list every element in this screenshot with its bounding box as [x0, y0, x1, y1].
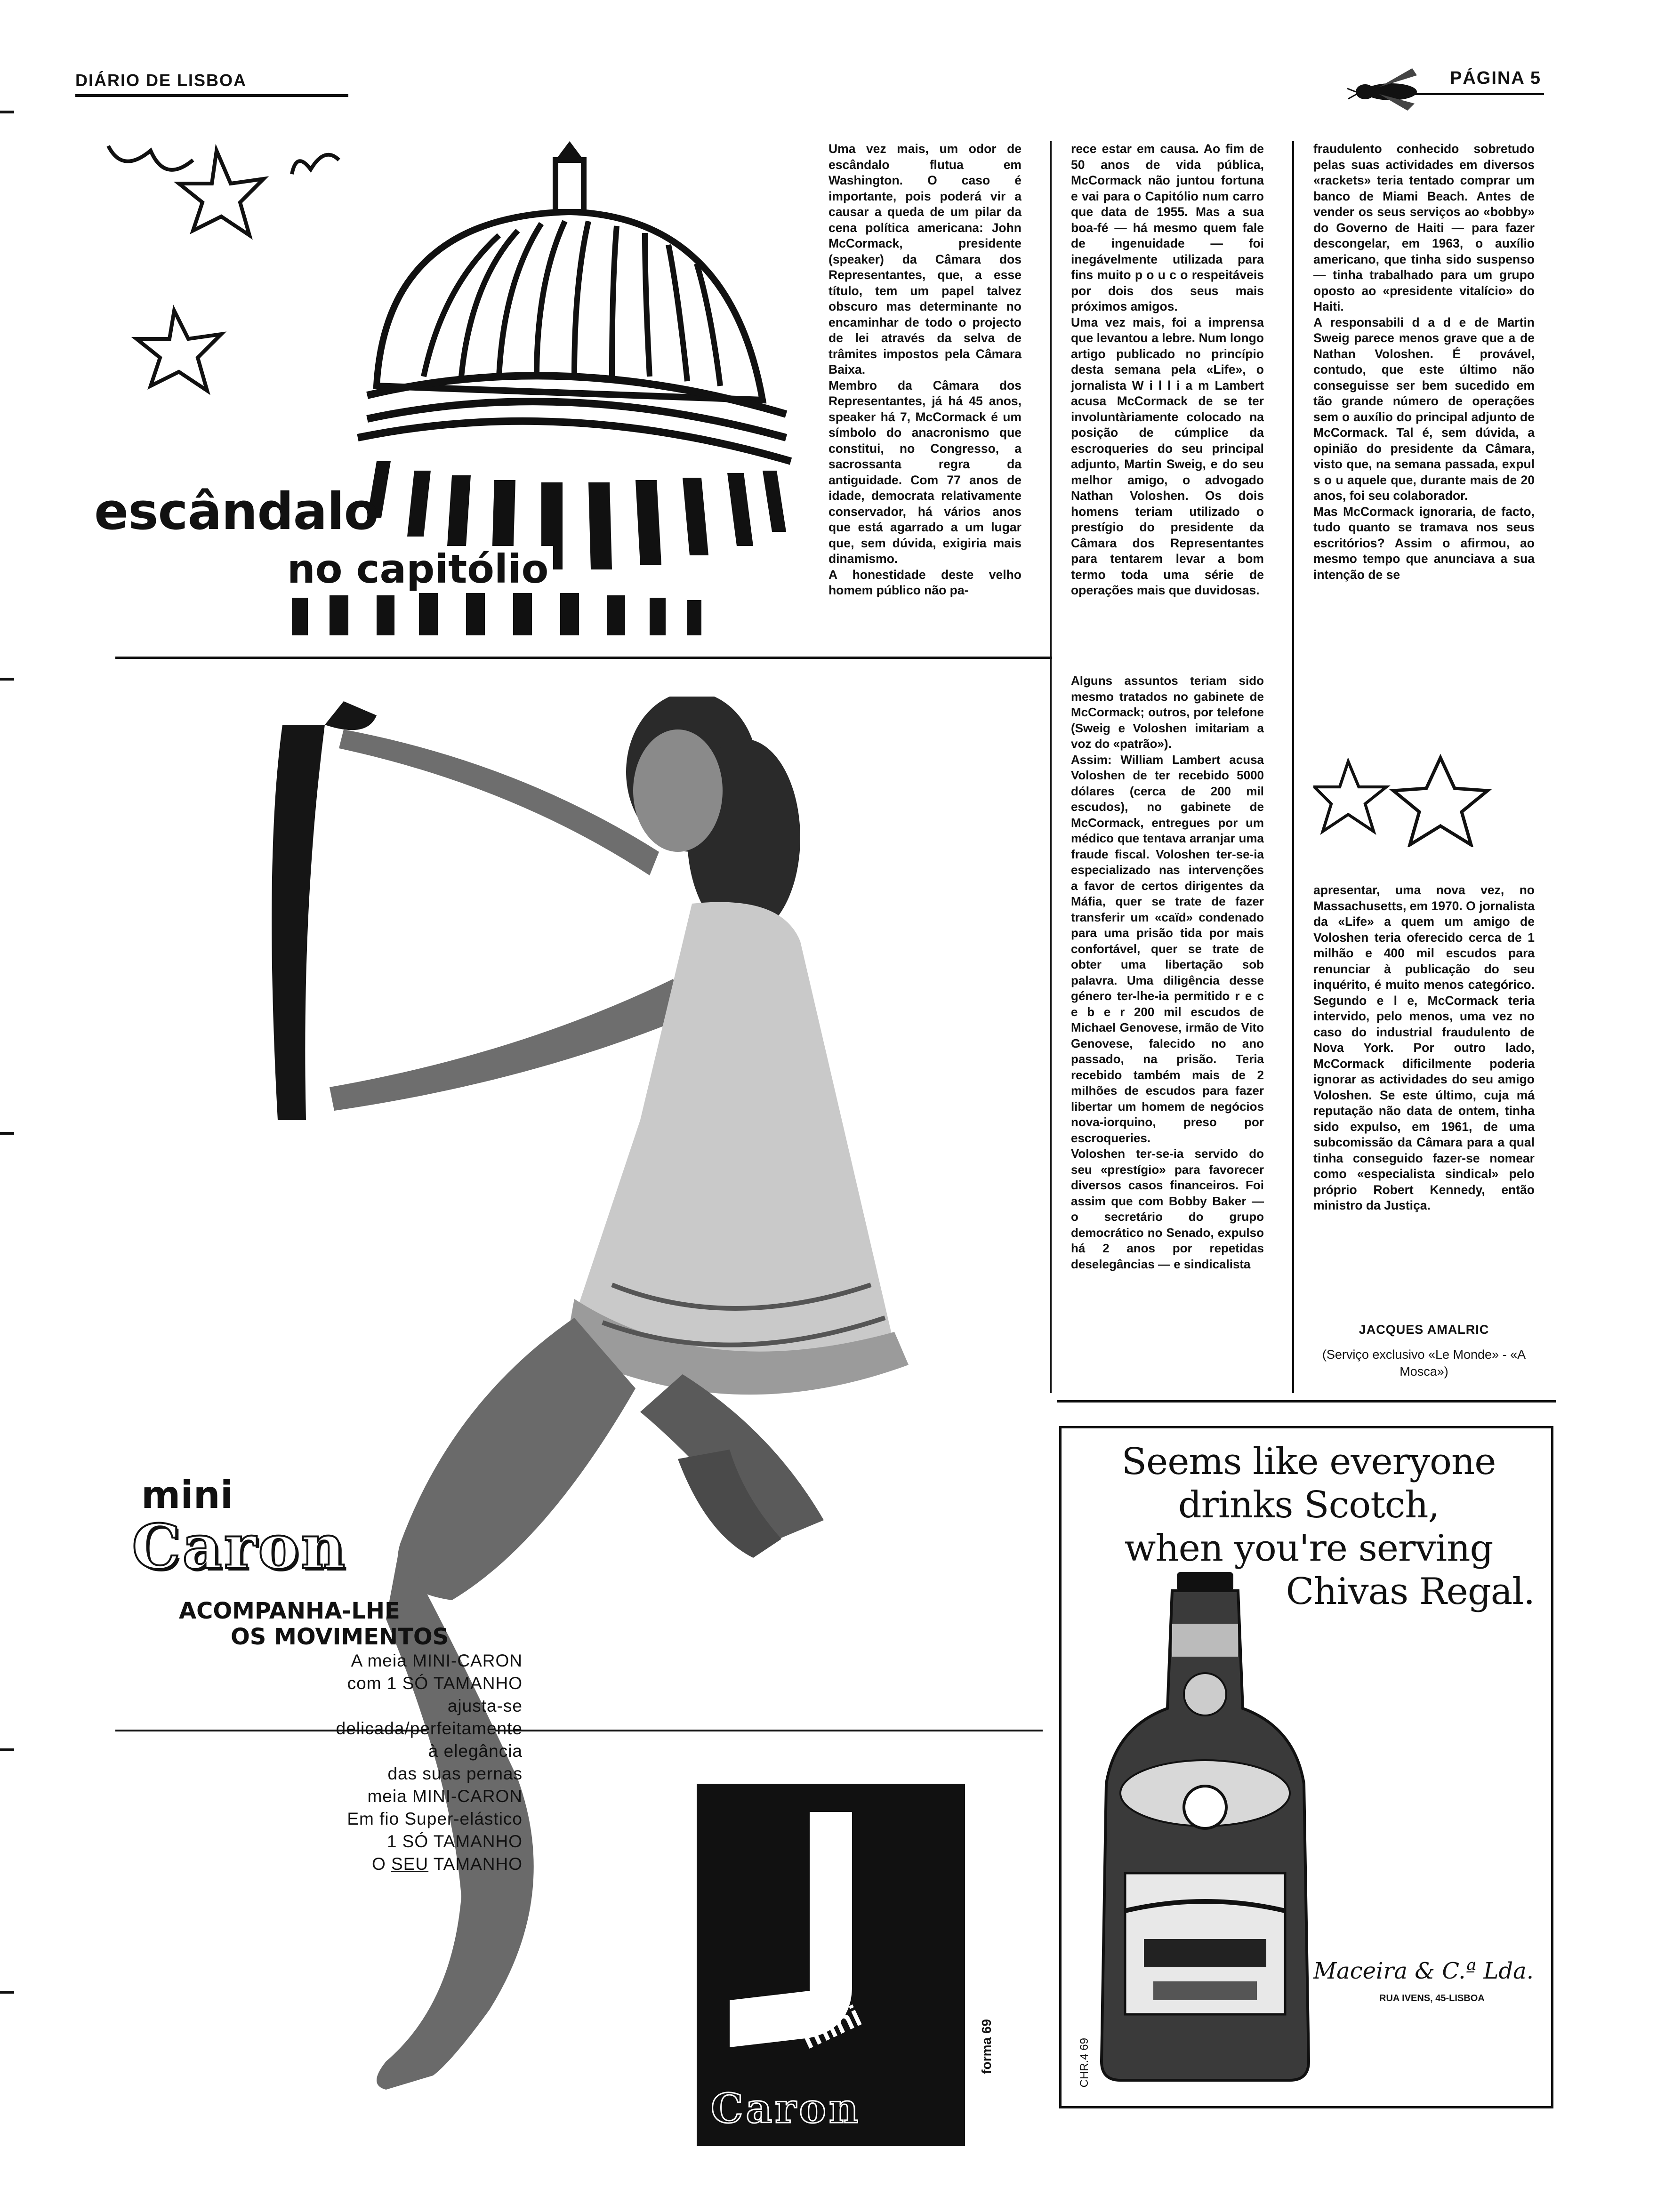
newspaper-name: DIÁRIO DE LISBOA — [75, 71, 247, 90]
fly-icon — [1346, 66, 1426, 113]
caron-brand-mini: mini — [141, 1473, 233, 1517]
margin-marker — [0, 678, 14, 681]
page-number: PÁGINA 5 — [1450, 68, 1542, 88]
header-rule — [75, 94, 348, 97]
article-bottom-rule — [115, 657, 1052, 659]
margin-marker — [0, 1132, 14, 1135]
agency-credit: forma 69 — [979, 2019, 994, 2074]
header-rule-right — [1393, 93, 1544, 95]
headline-line2: no capitólio — [282, 546, 553, 592]
package-label: TAMANHO ÚNICO — [831, 1812, 849, 1961]
margin-marker — [0, 1991, 14, 1994]
article-column-2: rece estar em causa. Ao fim de 50 anos de vida pública, McCormack não juntou fortuna e vai para o Capitólio num carro que data de 1955. Mas a sua boa-fé — há mesmo quem fale de ingenuidade — foi inegávelmente utilizada para fins muito p o u c o respeitáveis por dois dos seus mais próximos amigos. Uma vez mais, foi a imprensa que levantou a lebre. Num longo artigo publicado no princípio desta semana pela «Life», o jornalista W i l l i a m Lambert acusa McCormack de se ter involuntàriamente colocado na posição de cúmplice da escroqueries do seu principal adjunto, Martin Sweig, e do seu melhor amigo, o advogado Nathan Voloshen. Os dois homens teriam utilizado o prestígio do presidente da Câmara dos Representantes para tentarem levar a bom termo toda uma série de operações mais que duvidosas. — [1071, 142, 1264, 597]
chivas-headline-line: drinks Scotch, — [1178, 1484, 1440, 1526]
chivas-ad-code: CHR.4 69 — [1078, 2038, 1091, 2088]
article-column-3b: apresentar, uma nova vez, no Massachusetts, em 1970. O jornalista da «Life» a quem um amigo de Voloshen teria oferecido cerca de 1 milhão e 400 mil escudos para renunciar à publicação do seu inquérito, é muito menos categórico. Segundo e l e, McCormack teria intervido, pelo menos, uma vez no caso do industrial fraudulento de Nova York. Por outro lado, McCormack dificilmente poderia ignorar as actividades do seu amigo Voloshen. Se este último, cuja má reputação não data de ontem, tinha sido expulso, em 1961, de uma subcomissão da Câmara para a qual tinha conseguido fazer-se nomear como «especialista sindical» pelo próprio Robert Kennedy, então ministro da Justiça. — [1313, 883, 1535, 1212]
article-column-3: fraudulento conhecido sobretudo pelas suas actividades em diversos «rackets» teria tentado comprar um banco de Miami Beach. Antes de vender os seus serviços ao «bobby» do Governo de Haiti — para fazer descongelar, em 1963, o auxílio americano, que tinha sido suspenso — tinha trabalhado para um grupo oposto ao «presidente vitalício» do Haiti. A responsabili d a d e de Martin Sweig parece menos grave que a de Nathan Voloshen. É provável, contudo, que este último não conseguisse ser bem sucedido em tão grande número de operações sem o auxílio do principal adjunto de McCormack. Tal é, sem dúvida, a opinião do presidente da Câmara, visto que, na semana passada, expul s o u aquele que, durante mais de 20 anos, foi seu colaborador. Mas McCormack ignoraria, de facto, tudo quanto se tramava nos seus escritórios? Assim o afirmou, ao mesmo tempo que anunciava a sua intenção de se — [1313, 142, 1535, 582]
caron-copy-line: delicada/perfeitamente — [336, 1719, 523, 1738]
stars-doodle — [1313, 753, 1502, 847]
caron-copy-line: ajusta-se — [447, 1696, 523, 1715]
caron-tagline-2: OS MOVIMENTOS — [231, 1624, 449, 1650]
package-brand: Caron — [711, 2085, 861, 2132]
article-column-2b: Alguns assuntos teriam sido mesmo tratados no gabinete de McCormack; outros, por telefone (Sweig e Voloshen imitariam a voz do «patrão»). Assim: William Lambert acusa Voloshen de ter recebido 5000 dólares (cerca de 200 mil escudos), no gabinete de McCormack, entregues por um médico que tentava arranjar uma fraude fiscal. Voloshen ter-se-ia especializado nas intervenções a favor de certos dirigentes da Máfia, quer se trate de fazer transferir um «caïd» condenado para uma prisão tida por mais confortável, quer se trate de obter uma libertação sob palavra. Uma diligência desse género ter-lhe-ia permitido r e c e b e r 200 mil escudos de Michael Genovese, irmão de Vito Genovese, falecido no ano passado, na prisão. Teria recebido também mais de 2 milhões de escudos para fazer libertar um homem de negócios nova-iorquino, preso por escroqueries. Voloshen ter-se-ia servido do seu «prestígio» para favorecer diversos casos financeiros. Foi assim que com Bobby Baker — o secretário do grupo democrático no Senado, expulso há 2 anos por repetidas deselegâncias — e sindicalista — [1071, 673, 1264, 1271]
caron-copy-line: meia MINI-CARON — [367, 1787, 523, 1806]
caron-copy — [336, 1650, 523, 1875]
chivas-bottle — [1097, 1572, 1313, 2085]
caron-tagline-1: ACOMPANHA-LHE — [179, 1598, 400, 1624]
caron-copy-line: Em fio Super-elástico — [347, 1809, 523, 1828]
caron-copy-line: com 1 SÓ TAMANHO — [347, 1674, 523, 1693]
chivas-top-rule — [1057, 1400, 1556, 1403]
distributor-address: RUA IVENS, 45-LISBOA — [1379, 1993, 1485, 2004]
caron-copy-line: A meia MINI-CARON — [351, 1651, 523, 1670]
article-signature: JACQUES AMALRIC — [1359, 1322, 1489, 1337]
package-mini: mini — [796, 1998, 867, 2056]
column-divider — [1050, 141, 1052, 1393]
chivas-headline-line: Chivas Regal. — [1286, 1571, 1535, 1613]
distributor-signature: Maceira & C.ª Lda. — [1313, 1958, 1534, 1984]
column-divider — [1292, 141, 1294, 1393]
margin-marker — [0, 1748, 14, 1751]
article-source: (Serviço exclusivo «Le Monde» - «A Mosca») — [1322, 1347, 1526, 1378]
caron-copy-line: à elegância — [428, 1741, 523, 1761]
caron-copy-line: das suas pernas — [387, 1764, 523, 1783]
article-column-1: Uma vez mais, um odor de escândalo flutua em Washington. O caso é importante, pois poderá vir a causar a queda de um pilar da cena política americana: John McCormack, presidente (speaker) da Câmara dos Representantes, que, a esse título, tem um papel talvez obscuro mas determinante no encaminhar de todo o projecto de lei através da selva de trâmites impostos pela Câmara Baixa. Membro da Câmara dos Representantes, já há 45 anos, speaker há 7, McCormack é um símbolo do anacronismo que constitui, no Congresso, a sacrossanta regra da antiguidade. Com 77 anos de idade, democrata relativamente conservador, há vários anos que está agarrado a um lugar que, sem dúvida, exigiria mais dinamismo. A honestidade deste velho homem público não pa- — [828, 142, 1022, 597]
margin-marker — [0, 111, 14, 113]
caron-copy-line: 1 SÓ TAMANHO — [386, 1832, 523, 1851]
chivas-headline-line: Seems like everyone — [1121, 1441, 1496, 1483]
caron-brand-logo: Caron — [132, 1511, 347, 1583]
chivas-headline-line: when you're serving — [1124, 1527, 1493, 1570]
headline-line1: escândalo — [94, 482, 378, 541]
caron-copy-line-last: O SEU TAMANHO — [371, 1854, 523, 1874]
